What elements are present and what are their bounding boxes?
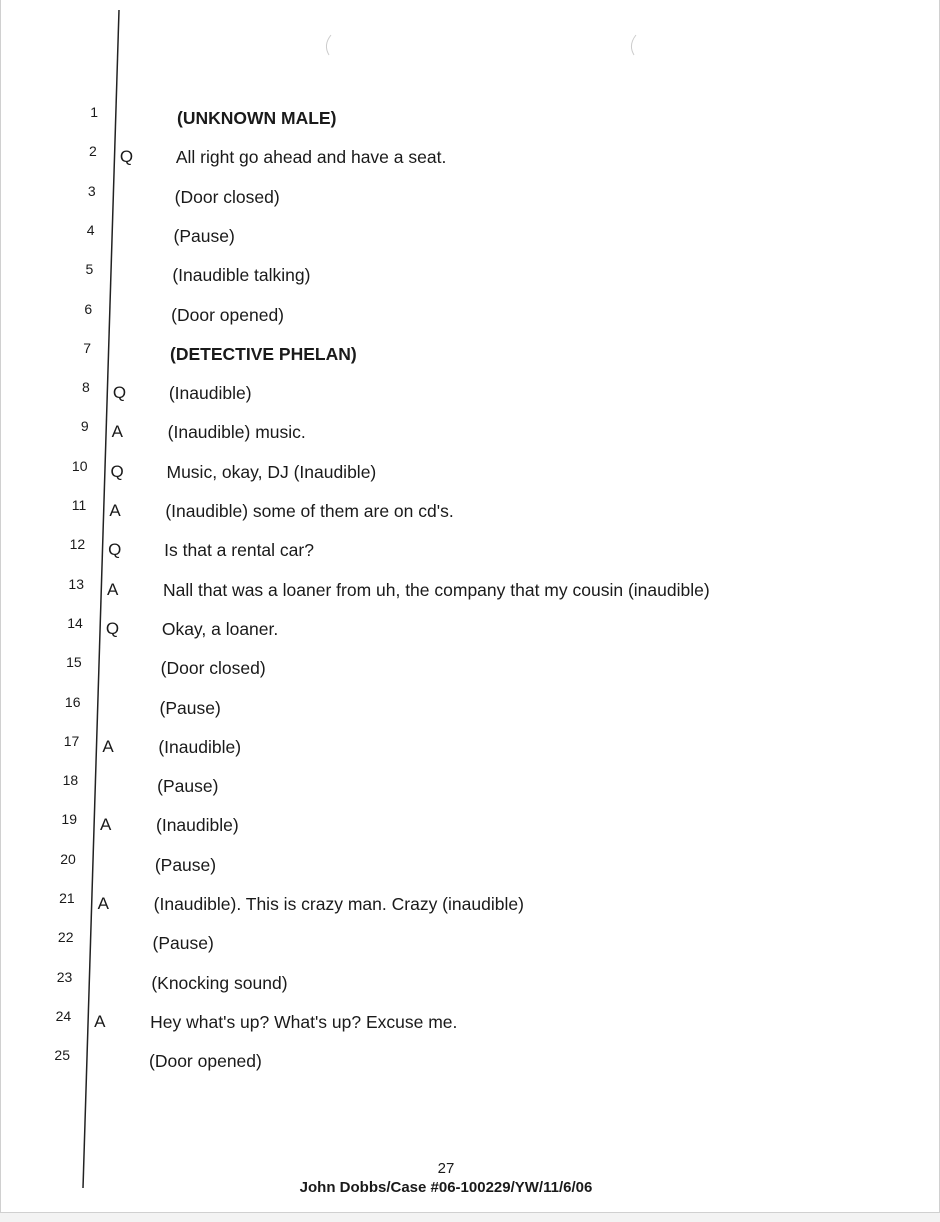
line-number: 14: [67, 614, 83, 631]
line-text: (Pause): [173, 225, 235, 246]
line-number: 3: [87, 182, 96, 199]
speaker-label: Q: [110, 461, 124, 481]
line-text: (Door opened): [149, 1051, 262, 1072]
line-number: 18: [62, 772, 79, 789]
line-number: 13: [68, 575, 84, 592]
speaker-label: A: [111, 422, 123, 442]
line-number: 25: [54, 1047, 70, 1064]
line-text: (Pause): [159, 697, 221, 718]
line-text: Nall that was a loaner from uh, the company that my cousin (inaudible): [163, 579, 710, 600]
line-number: 20: [60, 850, 76, 867]
line-number: 15: [66, 654, 82, 671]
line-text: (Door closed): [174, 186, 280, 207]
line-text: (Inaudible) music.: [167, 422, 306, 443]
speaker-label: A: [109, 501, 121, 520]
speaker-label: A: [97, 894, 109, 913]
line-text: (Pause): [157, 776, 219, 797]
line-text: Music, okay, DJ (Inaudible): [166, 461, 377, 482]
line-number: 12: [69, 536, 86, 553]
line-number: 17: [63, 732, 80, 749]
line-text: (UNKNOWN MALE): [177, 108, 337, 128]
line-number: 11: [71, 497, 87, 513]
speaker-label: Q: [105, 618, 120, 638]
line-number: 6: [84, 300, 93, 317]
line-number: 21: [59, 890, 75, 906]
speaker-label: A: [100, 815, 112, 835]
line-text: (DETECTIVE PHELAN): [170, 343, 357, 364]
speaker-label: A: [102, 736, 114, 756]
line-number: 1: [90, 104, 98, 120]
line-text: (Door opened): [171, 304, 285, 325]
speaker-label: Q: [119, 147, 134, 167]
line-number: 5: [85, 261, 94, 278]
line-number: 8: [82, 379, 90, 396]
case-footer: John Dobbs/Case #06-100229/YW/11/6/06: [299, 1179, 593, 1192]
line-number: 9: [80, 418, 89, 435]
speaker-label: A: [94, 1011, 106, 1031]
line-text: (Inaudible) some of them are on cd's.: [165, 501, 454, 521]
line-text: Hey what's up? What's up? Excuse me.: [150, 1011, 458, 1032]
line-number: 7: [83, 339, 91, 356]
line-text: (Inaudible). This is crazy man. Crazy (inaudible): [153, 894, 524, 914]
margin-rule: [1, 0, 939, 1212]
line-text: (Inaudible): [168, 383, 252, 404]
line-number: 24: [55, 1007, 72, 1024]
line-number: 4: [86, 221, 95, 238]
speaker-label: Q: [108, 540, 122, 560]
line-text: Okay, a loaner.: [161, 618, 279, 639]
viewer-background: [0, 1213, 940, 1222]
line-number: 16: [64, 693, 81, 710]
speaker-label: A: [107, 579, 119, 599]
line-number: 2: [89, 143, 97, 160]
line-number: 22: [57, 929, 74, 946]
line-number: 23: [56, 968, 73, 985]
line-text: (Pause): [154, 854, 217, 875]
line-number: 10: [71, 457, 88, 474]
line-text: (Door closed): [160, 658, 266, 679]
line-text: Is that a rental car?: [164, 540, 314, 561]
line-text: (Inaudible talking): [172, 265, 311, 286]
line-text: (Knocking sound): [151, 972, 288, 993]
speaker-label: Q: [112, 383, 127, 403]
line-text: (Inaudible): [156, 815, 239, 836]
page-number: 27: [437, 1160, 455, 1177]
line-text: (Inaudible): [158, 736, 242, 757]
line-number: 19: [61, 811, 77, 828]
line-text: All right go ahead and have a seat.: [175, 147, 447, 168]
line-text: (Pause): [152, 933, 214, 954]
